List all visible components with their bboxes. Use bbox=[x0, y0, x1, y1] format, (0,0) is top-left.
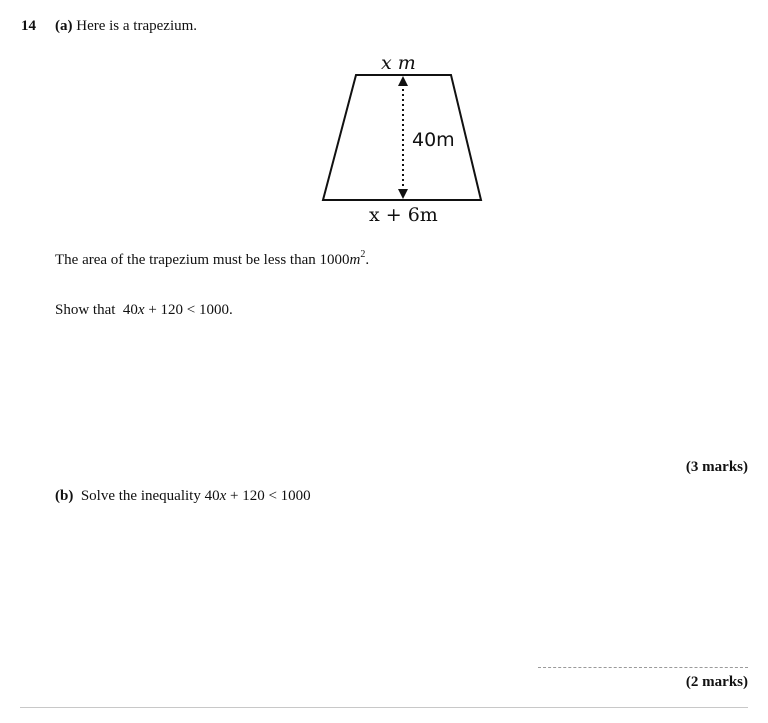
bottom-divider bbox=[20, 707, 748, 708]
trapezium-shape bbox=[323, 75, 481, 200]
part-a-intro-text: Here is a trapezium. bbox=[76, 18, 198, 34]
top-side-label: x m bbox=[381, 52, 416, 74]
part-b-statement bbox=[55, 488, 311, 505]
show-that-prefix: Show that 40 bbox=[55, 302, 138, 318]
area-unit-power: 2 bbox=[360, 249, 366, 260]
down-arrowhead bbox=[398, 189, 408, 199]
show-that-var: x bbox=[137, 302, 145, 318]
area-statement-end: . bbox=[365, 252, 370, 268]
bottom-side-label: x + 6m bbox=[369, 204, 438, 226]
area-statement bbox=[55, 249, 369, 269]
up-arrowhead bbox=[398, 76, 408, 86]
show-that-suffix: + 120 < 1000. bbox=[144, 302, 233, 318]
part-b-var: x bbox=[219, 488, 227, 504]
part-b-suffix: + 120 < 1000 bbox=[226, 488, 311, 504]
show-that-statement bbox=[55, 302, 233, 319]
part-b-marks: (2 marks) bbox=[685, 674, 748, 690]
area-unit-var: m bbox=[349, 252, 361, 268]
part-a-marks: (3 marks) bbox=[685, 459, 748, 475]
part-a-label: (a) bbox=[55, 18, 73, 34]
part-b-text: Solve the inequality 40 bbox=[80, 488, 220, 504]
part-b-label: (b) bbox=[55, 488, 74, 504]
height-label: 40m bbox=[412, 129, 455, 151]
question-number: 14 bbox=[21, 18, 36, 34]
answer-line[interactable] bbox=[538, 667, 748, 668]
area-statement-text: The area of the trapezium must be less than 1000 bbox=[55, 252, 350, 268]
